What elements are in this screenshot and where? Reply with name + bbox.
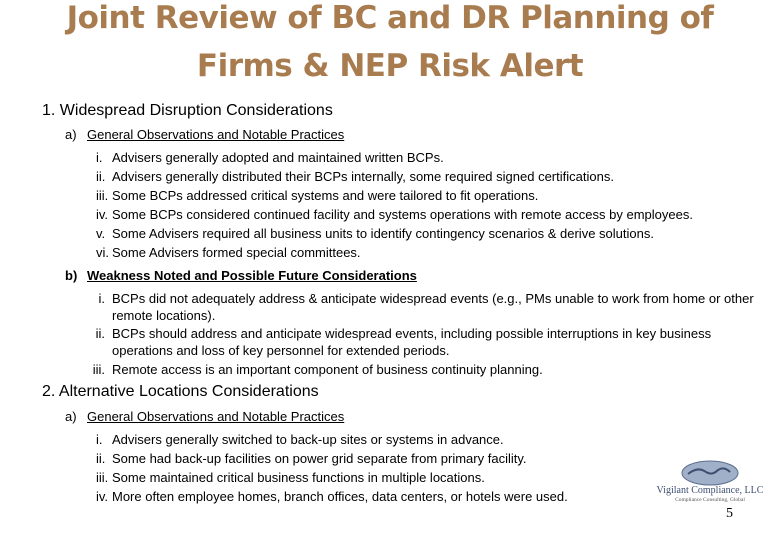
subsection-heading: a) General Observations and Notable Practices (65, 127, 345, 142)
list-item: iv. Some BCPs considered continued facility and systems operations with remote access by employees. (96, 207, 693, 222)
list-item: i. Advisers generally switched to back-up sites or systems in advance. (96, 432, 504, 447)
list-item: i. Advisers generally adopted and maintained written BCPs. (96, 150, 444, 165)
list-item: i. BCPs did not adequately address & anticipate widespread events (e.g., PMs unable to work from home or other remote locations). (98, 291, 754, 323)
list-item: ii. BCPs should address and anticipate widespread events, including possible interruptions in key business operations and loss of key personnel for extended periods. (95, 326, 712, 358)
slide-title-line1: Joint Review of BC and DR Planning of (66, 0, 714, 36)
list-item: vi. Some Advisers formed special committees. (96, 245, 361, 260)
list-item: v. Some Advisers required all business units to identify contingency scenarios & derive solutions. (96, 226, 654, 241)
page-number: 5 (726, 506, 733, 521)
list-item: iii. Some maintained critical business functions in multiple locations. (96, 470, 485, 485)
section-heading: 2. Alternative Locations Considerations (42, 383, 319, 400)
section-heading: 1. Widespread Disruption Considerations (42, 102, 333, 119)
svg-text:Vigilant Compliance, LLC: Vigilant Compliance, LLC (656, 485, 764, 496)
svg-text:Compliance Consulting, Global: Compliance Consulting, Global (675, 497, 745, 502)
slide-title-line2: Firms & NEP Risk Alert (196, 48, 584, 84)
list-item: ii. Some had back-up facilities on power grid separate from primary facility. (96, 451, 527, 466)
list-item: iii. Remote access is an important component of business continuity planning. (92, 362, 543, 377)
list-item: iii. Some BCPs addressed critical systems and were tailored to fit operations. (96, 188, 539, 203)
globe-logo-icon (648, 458, 772, 502)
company-logo (648, 458, 772, 507)
list-item: ii. Advisers generally distributed their BCPs internally, some required signed certifications. (96, 169, 614, 184)
list-item: iv. More often employee homes, branch offices, data centers, or hotels were used. (96, 489, 568, 504)
subsection-heading: b) Weakness Noted and Possible Future Considerations (65, 268, 417, 283)
subsection-heading: a) General Observations and Notable Practices (65, 409, 345, 424)
